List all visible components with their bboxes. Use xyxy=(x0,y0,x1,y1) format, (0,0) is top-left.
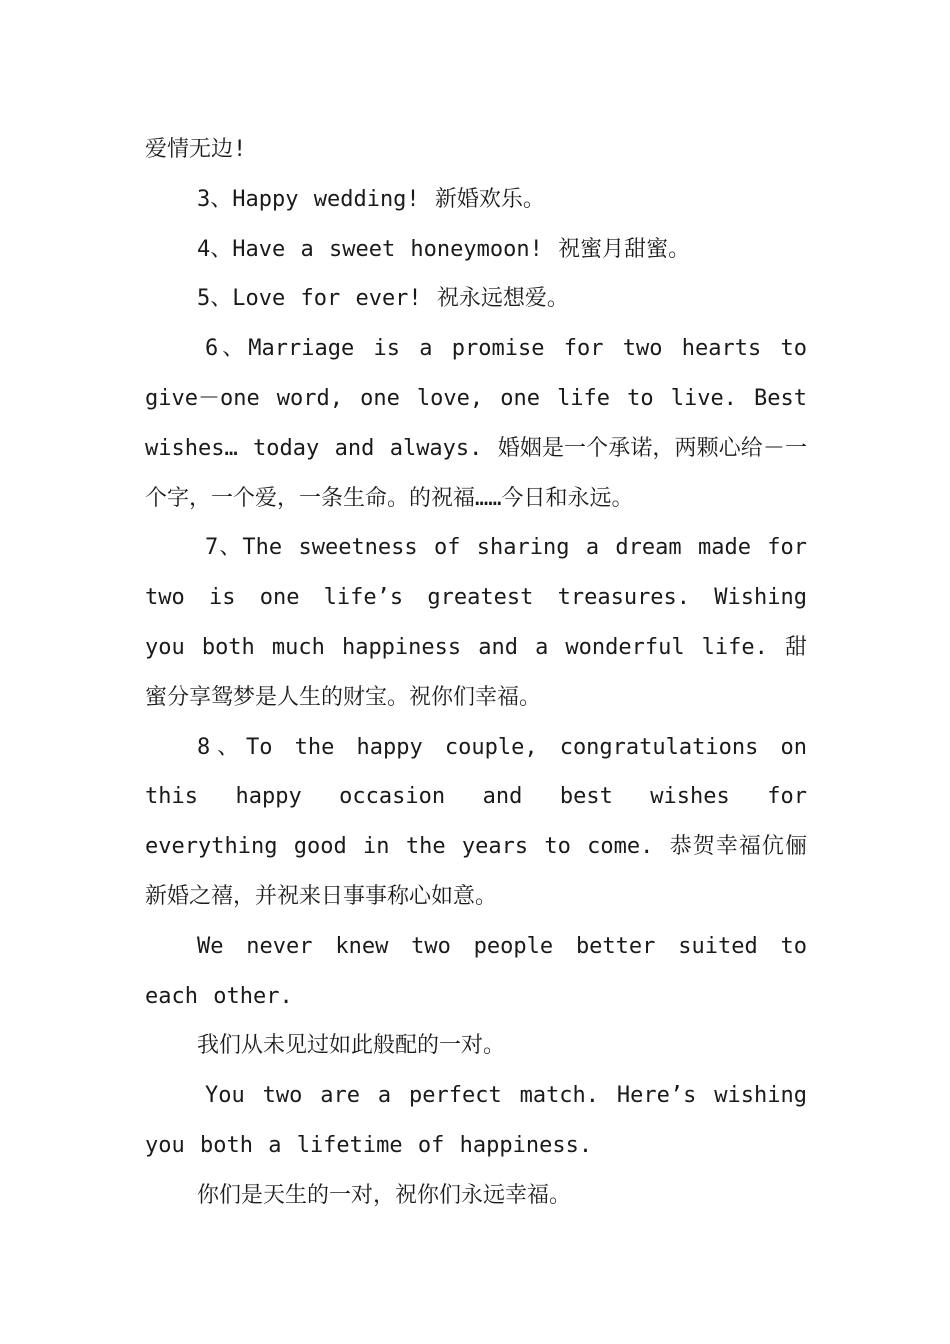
paragraph-2: 3、Happy wedding! 新婚欢乐。 xyxy=(197,186,545,212)
paragraph-11: 你们是天生的一对，祝你们永远幸福。 xyxy=(197,1182,572,1208)
paragraph-4: 5、Love for ever! 祝永远想爱。 xyxy=(197,286,569,312)
document-body xyxy=(145,125,807,1221)
paragraph-10: You two are a perfect match. Here’s wishing you both a lifetime of happiness. xyxy=(145,1083,807,1158)
paragraph-1: 爱情无边! xyxy=(145,137,247,162)
paragraph-7: 8、To the happy couple, congratulations on this happy occasion and best wishes for everything good in the years to come. 恭贺幸福伉俪新婚之禧，并祝来日事事称心如意。 xyxy=(145,734,807,909)
paragraph-3: 4、Have a sweet honeymoon! 祝蜜月甜蜜。 xyxy=(197,236,691,262)
paragraph-6: 7、The sweetness of sharing a dream made for two is one life’s greatest treasures. Wishing you both much happiness and a wonderful life. 甜蜜分享鸳梦是人生的财宝。祝你们幸福。 xyxy=(145,535,807,710)
paragraph-5: 6、Marriage is a promise for two hearts to give－one word, one love, one life to live. Best wishes… today and always. 婚姻是一个承诺，两颗心给－一个字，一个爱，一条生命。的祝福……今日和永远。 xyxy=(145,336,807,511)
paragraph-8: We never knew two people better suited to each other. xyxy=(145,933,807,1009)
paragraph-9: 我们从未见过如此般配的一对。 xyxy=(197,1033,506,1059)
